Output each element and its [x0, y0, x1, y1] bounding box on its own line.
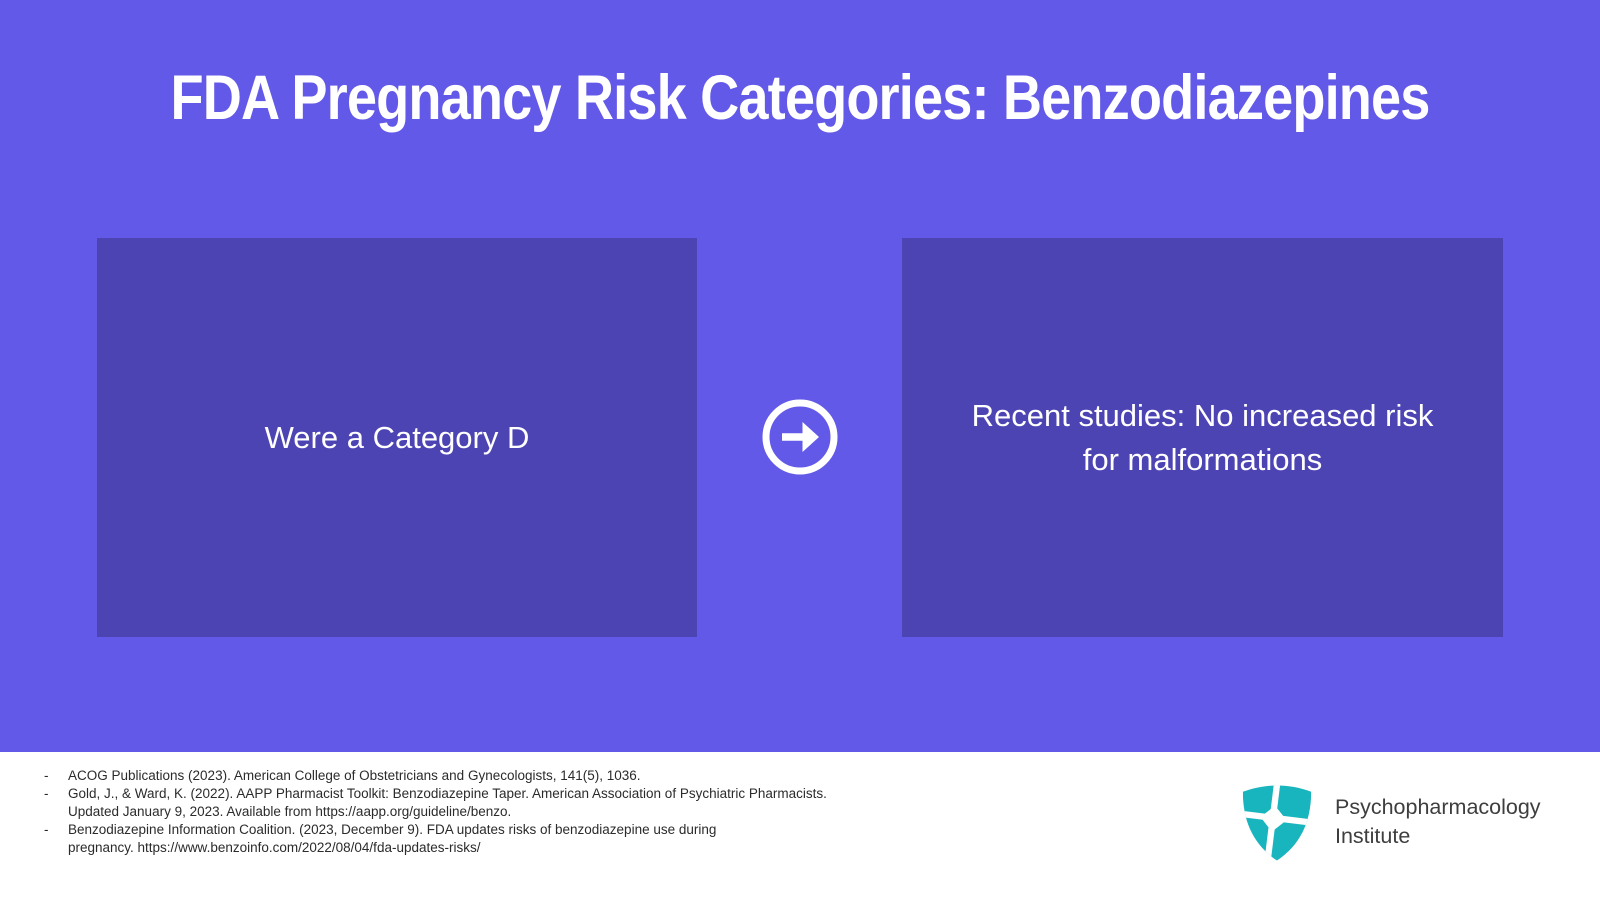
right-box-text: Recent studies: No increased risk for malformations	[971, 397, 1434, 477]
footer	[0, 752, 1600, 899]
reference-text: Benzodiazepine Information Coalition. (2023, December 9). FDA updates risks of benzodiazepine use during pregnancy. https://www.benzoinfo.com/2022/08/04/fda-updates-risks/	[68, 822, 717, 855]
logo	[1236, 779, 1541, 865]
references-list	[44, 767, 827, 857]
shield-logo-icon	[1236, 779, 1318, 865]
logo-line-2: Institute	[1335, 824, 1411, 848]
reference-text: ACOG Publications (2023). American College of Obstetricians and Gynecologists, 141(5), 1036.	[68, 768, 641, 783]
reference-bullet: -	[44, 786, 49, 801]
reference-text: Gold, J., & Ward, K. (2022). AAPP Pharmacist Toolkit: Benzodiazepine Taper. American Association of Psychiatric Pharmacists. Updated January 9, 2023. Available from https://aapp.org/guideline/benzo.	[68, 786, 827, 819]
left-box	[97, 238, 697, 637]
right-box	[902, 238, 1503, 637]
reference-bullet: -	[44, 768, 49, 783]
logo-text	[1335, 793, 1541, 851]
slide-title: FDA Pregnancy Risk Categories: Benzodiazepines	[170, 63, 1430, 133]
reference-item	[44, 821, 827, 857]
logo-line-1: Psychopharmacology	[1335, 795, 1541, 819]
reference-item	[44, 785, 827, 821]
left-box-text: Were a Category D	[264, 419, 530, 455]
reference-bullet: -	[44, 822, 49, 837]
reference-item	[44, 767, 827, 785]
arrow-right-circle-icon	[758, 395, 842, 479]
